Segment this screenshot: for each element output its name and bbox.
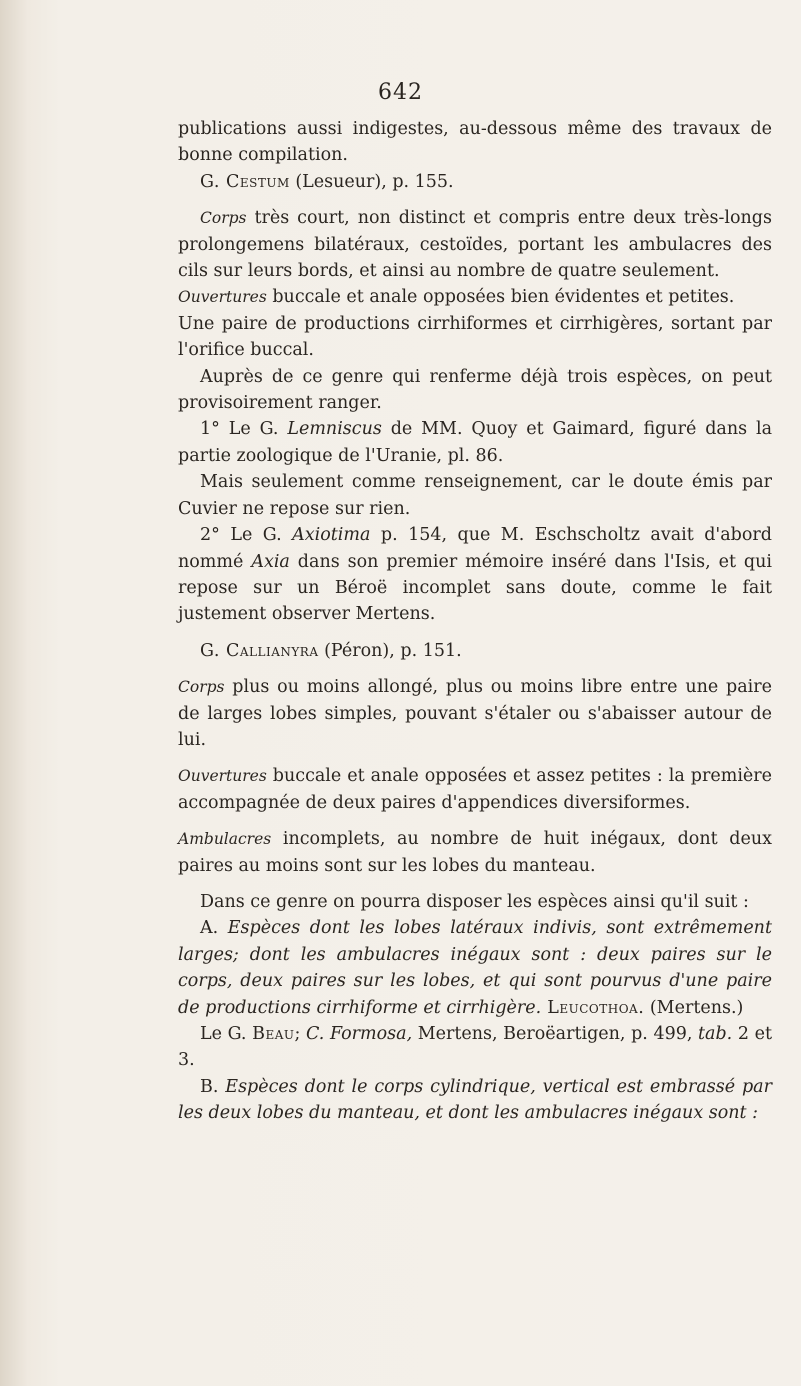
genus-name: Beau [252, 1024, 295, 1044]
paragraph-body: incomplets, au nombre de huit inégaux, dont deux paires au moins sont sur les lobes du manteau. [178, 829, 772, 876]
paragraph-body: buccale et anale opposées et assez petites : la première accompagnée de deux paires d'appendices diversiformes. [178, 766, 772, 813]
species-name: C. Formosa, [306, 1024, 413, 1044]
paragraph-ouvertures [178, 284, 772, 310]
section-description: Espèces dont les lobes latéraux indivis, sont extrêmement larges; dont les ambulacres inégaux sont : deux paires sur le corps, deux paires sur les lobes, et qui sont pourvus d'une paire de productions cirrhiforme et cirrhigère. [178, 918, 772, 1018]
label-corps: Corps [200, 209, 247, 228]
text-span: de MM. Quoy et Gaimard, figuré dans la partie zoologique de l'Uranie, pl. 86. [178, 419, 773, 466]
genus-heading-cestum [178, 169, 772, 195]
label-ouvertures: Ouvertures [178, 767, 267, 786]
paragraph-dans-ce-genre: Dans ce genre on pourra disposer les espèces ainsi qu'il suit : [200, 891, 749, 912]
paragraph-corps-2 [178, 674, 772, 753]
section-letter: A. [200, 918, 228, 939]
text-span: p. 154, que M. Eschscholtz avait d'abord nommé [178, 525, 772, 572]
genus-name: Leucothoa. [541, 997, 645, 1018]
genus-name: Axiotima [292, 525, 371, 546]
genus-ref: (Péron), p. 151. [318, 640, 462, 661]
page-number: 642 [378, 80, 423, 105]
label-ouvertures: Ouvertures [178, 288, 267, 307]
genus-heading-callianyra [178, 638, 772, 664]
text-span: tab. [698, 1024, 733, 1044]
list-number: 1° [200, 419, 220, 440]
text-span: Le G. [219, 525, 293, 546]
text-span: Le G. [200, 1024, 253, 1044]
label-corps: Corps [178, 678, 225, 697]
paragraph-body: plus ou moins allongé, plus ou moins libre entre une paire de larges lobes simples, pouvant s'étaler ou s'abaisser autour de lui. [178, 677, 772, 750]
genus-name: G. Cestum [200, 171, 290, 192]
text-span: Mertens, Beroëartigen, p. 499, [412, 1024, 699, 1044]
section-description: Espèces dont le corps cylindrique, vertical est embrassé par les deux lobes du manteau, et dont les ambulacres inégaux sont : [178, 1076, 772, 1124]
paragraph-axiotima [178, 522, 772, 628]
paragraph-renseignement: Mais seulement comme renseignement, car le doute émis par Cuvier ne repose sur rien. [178, 472, 772, 519]
paragraph-section-b [178, 1074, 772, 1127]
genus-name: Axia [251, 551, 290, 572]
text-span: dans son premier mémoire inséré dans l'Isis, et qui repose sur un Béroë incomplet sans doute, comme le fait justement observer Mertens. [178, 551, 772, 625]
genus-name: Lemniscus [287, 419, 382, 440]
paragraph-productions: Une paire de productions cirrhiformes et cirrhigères, sortant par l'orifice buccal. [178, 313, 772, 361]
text-span: 2 et 3. [178, 1024, 772, 1071]
paragraph-ouvertures-2 [178, 763, 772, 816]
paragraph-beau [178, 1021, 772, 1074]
text-span: ; [294, 1024, 307, 1044]
paragraph-body: très court, non distinct et compris entre deux très-longs prolongemens bilatéraux, cestoïdes, portant les ambulacres des cils sur leurs bords, et ainsi au nombre de quatre seulement. [178, 208, 772, 282]
paragraph-section-a [178, 915, 772, 1021]
paragraph-aupres: Auprès de ce genre qui renferme déjà trois espèces, on peut provisoirement ranger. [178, 366, 772, 414]
genus-ref: (Lesueur), p. 155. [289, 171, 454, 192]
paragraph-ambulacres [178, 826, 772, 879]
paragraph-lemniscus [178, 416, 772, 469]
paragraph-corps [178, 205, 772, 284]
text-span: (Mertens.) [644, 997, 744, 1018]
section-letter: B. [200, 1076, 226, 1097]
label-ambulacres: Ambulacres [178, 830, 272, 849]
paragraph-body: buccale et anale opposées bien évidentes et petites. [266, 287, 735, 308]
paragraph-intro: publications aussi indigestes, au-dessous même des travaux de bonne compilation. [178, 119, 772, 166]
genus-name: G. Callianyra [200, 640, 319, 661]
list-number: 2° [200, 525, 220, 546]
text-span: Le G. [219, 419, 288, 440]
page-text [178, 116, 772, 1127]
